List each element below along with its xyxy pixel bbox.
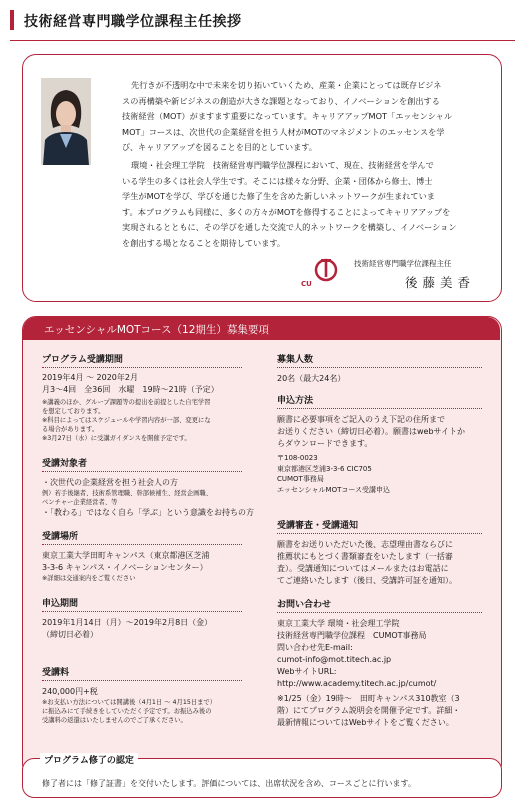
contact-url[interactable]: http://www.academy.titech.ac.jp/cumot/ bbox=[277, 679, 437, 688]
text-line: スの再構築や新ビジネスの創造が大きな課題となっており、イノベーションを創出する bbox=[122, 95, 440, 106]
page-title-bar bbox=[10, 10, 515, 30]
section-heading: 受講場所 bbox=[42, 529, 242, 545]
text-line: 環境・社会理工学院 技術経営専門職学位課程において、現在、技術経営を学んで bbox=[131, 160, 434, 170]
note-line: を想定しております。 bbox=[42, 408, 105, 415]
message-paragraph-1 bbox=[122, 78, 490, 156]
message-paragraph-2 bbox=[122, 158, 490, 251]
contact-email[interactable]: cumot-info@mot.titech.ac.jp bbox=[277, 655, 392, 664]
text-line: いる学生の多くは社会人学生です。そこには様々な分野、企業・団体から修士、博士 bbox=[122, 175, 433, 186]
text-line: 問い合わせ先E-mail: bbox=[277, 643, 353, 652]
text-line: 願書に必要事項をご記入のうえ下記の住所まで bbox=[277, 415, 445, 424]
section-application-period bbox=[42, 596, 242, 641]
address-line: CUMOT事務局 bbox=[277, 475, 324, 483]
text-line: 技術経営専門職学位課程 CUMOT事務局 bbox=[277, 631, 427, 640]
outline-heading: エッセンシャルMOTコース（12期生）募集要項 bbox=[44, 324, 269, 336]
text-line: （締切日必着） bbox=[42, 630, 98, 639]
section-heading: 申込方法 bbox=[277, 393, 482, 409]
text-line: MOT」コースは、次世代の企業経営を担う人材がMOTのマネジメントのエッセンスを学 bbox=[122, 126, 445, 137]
note-line: ※3月27日（水）に受講ガイダンスを開催予定です。 bbox=[42, 435, 191, 442]
text-line: 月3～4回 全36回 水曜 19時～21時（予定） bbox=[42, 385, 219, 394]
signature-name: 後藤美香 bbox=[405, 275, 476, 290]
text-line: らダウンロードできます。 bbox=[277, 439, 373, 448]
note-line: ※講義のほか、グループ課題等の提出を前提とした自宅学習 bbox=[42, 399, 211, 406]
text-line: ・次世代の企業経営を担う社会人の方 bbox=[42, 478, 178, 487]
completion-label: プログラム修了の認定 bbox=[40, 753, 138, 766]
section-screening bbox=[277, 518, 482, 587]
text-line: び、キャリアアップを図ることを目的としています。 bbox=[122, 142, 317, 152]
cumot-logo bbox=[300, 256, 342, 288]
section-heading: お問い合わせ bbox=[277, 597, 482, 613]
section-heading: プログラム受講期間 bbox=[42, 352, 242, 368]
address-line: エッセンシャルMOTコース受講申込 bbox=[277, 485, 391, 494]
section-heading: 受講審査・受講通知 bbox=[277, 518, 482, 534]
text-line: お送りください（締切日必着）。願書はwebサイトか bbox=[277, 427, 465, 436]
text-line: を創出する場となることを期待しています。 bbox=[122, 237, 286, 248]
text-line: 240,000円+税 bbox=[42, 687, 98, 696]
text-line: 願書をお送りいただいた後、志望理由書ならびに bbox=[277, 540, 453, 549]
text-line: 先行きが不透明な中で未来を切り拓いていくため、産業・企業にとっては既存ビジネ bbox=[131, 80, 442, 90]
text-line: 技術経営（MOT）がますます重要になっています。キャリアアップMOT「エッセンシャル bbox=[122, 111, 453, 121]
note-line: ※科目によってはスケジュールや学習内容が一部、変更にな bbox=[42, 417, 211, 424]
text-line: てご連絡いたします（後日、受講許可証を通知）。 bbox=[277, 576, 457, 585]
title-accent-bar bbox=[10, 10, 14, 30]
note-line: ※詳細は交通案内をご覧ください bbox=[42, 575, 136, 582]
text-line: 2019年1月14日（月）～2019年2月8日（金） bbox=[42, 618, 213, 627]
text-line: す。本プログラムも同様に、多くの方々がMOTを修得することによってキャリアアップを bbox=[122, 206, 451, 217]
text-line: 20名（最大24名） bbox=[277, 374, 346, 383]
completion-text: 修了者には「修了証書」を交付いたします。評価については、出席状況を含め、コースごとに行います。 bbox=[42, 779, 416, 788]
text-line: 東京工業大学田町キャンパス（東京都港区芝浦 bbox=[42, 551, 210, 560]
portrait-photo bbox=[41, 78, 91, 165]
text-line: 実現されるとともに、その学びを通した交流で人的ネットワークを構築し、イノベーション bbox=[122, 222, 457, 232]
note-line: に振込みにて手続きをしていただく予定です。お振込み後の bbox=[42, 708, 212, 715]
text-line: 階）にてプログラム説明会を開催予定です。詳細・ bbox=[277, 706, 461, 715]
page-title: 技術経営専門職学位課程主任挨拶 bbox=[24, 14, 242, 30]
address-line: 〒108-0023 bbox=[277, 454, 318, 462]
section-method bbox=[277, 393, 482, 495]
section-heading: 受講対象者 bbox=[42, 456, 242, 472]
text-line: WebサイトURL: bbox=[277, 667, 337, 676]
text-line: 最新情報についてはWebサイトをご覧ください。 bbox=[277, 718, 454, 727]
signature-role: 技術経営専門職学位課程主任 bbox=[354, 259, 452, 268]
note-line: 例）若手後継者、技術系管理職、幹部候補生、経営企画職、 bbox=[42, 490, 213, 497]
note-line: ※お支払い方法については開講後（4月1日 ～ 4月15日まで） bbox=[42, 699, 217, 706]
text-line: 学生がMOTを学び、学びを通じた修了生を含めた新しいネットワークが生まれていま bbox=[122, 191, 435, 201]
section-heading: 募集人数 bbox=[277, 352, 482, 368]
section-contact bbox=[277, 597, 482, 729]
note-line: る場合があります。 bbox=[42, 426, 99, 433]
note-line: ベンチャー企業経営者、等 bbox=[42, 499, 118, 506]
section-heading: 受講料 bbox=[42, 665, 242, 681]
section-period bbox=[42, 352, 242, 443]
logo-text: CU bbox=[301, 280, 312, 288]
section-fee bbox=[42, 665, 242, 725]
address-line: 東京都港区芝浦3-3-6 CIC705 bbox=[277, 464, 372, 473]
text-line: ・「教わる」ではなく自ら「学ぶ」という意識をお持ちの方 bbox=[42, 508, 254, 517]
section-venue bbox=[42, 529, 242, 583]
section-heading: 申込期間 bbox=[42, 596, 242, 612]
section-capacity bbox=[277, 352, 482, 385]
section-target bbox=[42, 456, 254, 519]
text-line: 3-3-6 キャンパス・イノベーションセンター） bbox=[42, 563, 208, 572]
text-line: ※1/25（金）19時～ 田町キャンパス310教室（3 bbox=[277, 694, 460, 703]
text-line: 推薦状にもとづく書類審査をいたします（一括審 bbox=[277, 552, 453, 561]
text-line: 査）。受講通知についてはメールまたはお電話に bbox=[277, 564, 449, 573]
note-line: 受講料の返還はいたしませんのでご了承ください。 bbox=[42, 717, 187, 724]
text-line: 2019年4月 ～ 2020年2月 bbox=[42, 373, 138, 382]
text-line: 東京工業大学 環境・社会理工学院 bbox=[277, 619, 400, 628]
title-divider bbox=[10, 40, 515, 41]
